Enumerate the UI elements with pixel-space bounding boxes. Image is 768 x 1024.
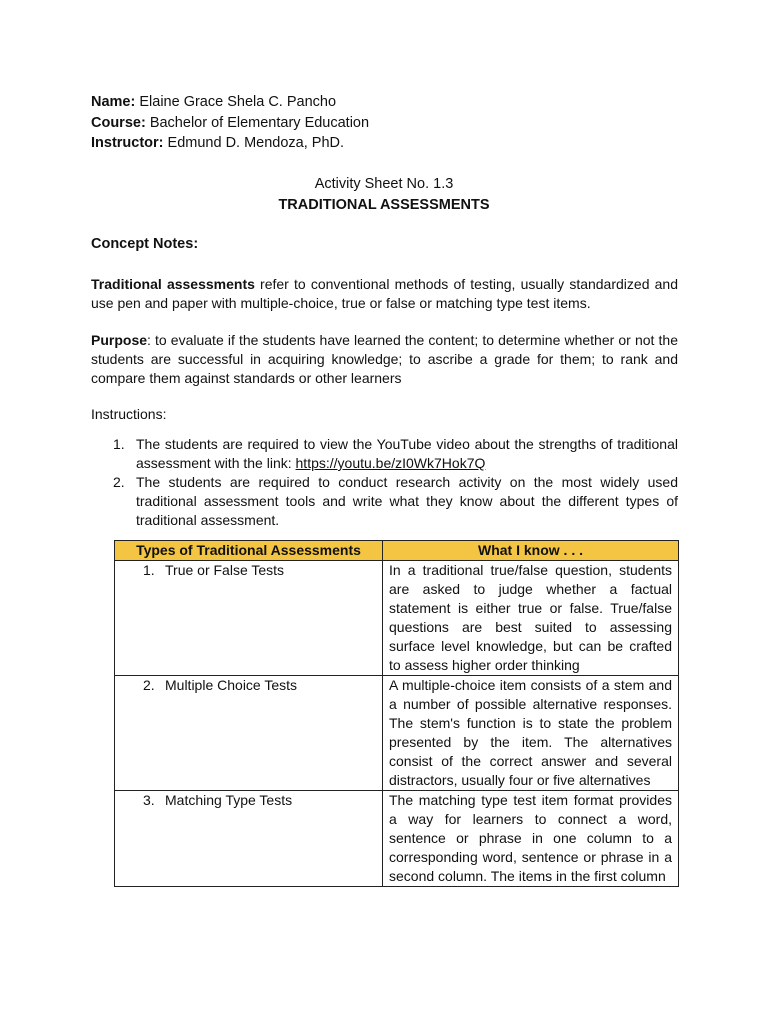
instruction-text: The students are required to view the YouTube video about the strengths of traditional assessment with the link:: [136, 436, 678, 471]
column-header-what-i-know: What I know . . .: [383, 541, 679, 561]
description-cell: In a traditional true/false question, students are asked to judge whether a factual statement is either true or false. True/false questions are best suited to assessing surface level knowledge, but can be crafted to assess higher order thinking: [383, 561, 679, 676]
name-value: Elaine Grace Shela C. Pancho: [135, 94, 337, 110]
row-number: 3.: [143, 792, 155, 808]
title-block: [0, 174, 768, 215]
row-number: 2.: [143, 677, 155, 693]
purpose-term: Purpose: [91, 332, 148, 348]
type-name: True or False Tests: [165, 562, 285, 578]
instruction-number: 1.: [113, 436, 125, 452]
instructions-label: Instructions:: [91, 406, 167, 422]
name-line: [91, 92, 369, 113]
youtube-link[interactable]: https://youtu.be/zI0Wk7Hok7Q: [295, 455, 486, 471]
course-value: Bachelor of Elementary Education: [145, 114, 370, 131]
assessment-table: [114, 540, 679, 887]
table-row: [115, 561, 679, 676]
traditional-term: Traditional assessments: [91, 276, 255, 292]
concept-notes-heading: Concept Notes:: [91, 236, 199, 252]
table-header-row: [115, 541, 679, 561]
table-row: [115, 791, 679, 887]
table-row: [115, 676, 679, 791]
type-cell: [115, 676, 383, 791]
instructions-list: [91, 435, 678, 530]
instruction-item: [91, 435, 678, 473]
activity-sheet-number: Activity Sheet No. 1.3: [314, 176, 454, 192]
name-label: Name:: [91, 94, 136, 110]
type-cell: [115, 791, 383, 887]
course-line: [91, 113, 369, 134]
description-cell: A multiple-choice item consists of a stem and a number of possible alternative responses. The stem's function is to state the problem presented by the item. The alternatives consist of the correct answer and several distractors, usually four or five alternatives: [383, 676, 679, 791]
instruction-text: The students are required to conduct research activity on the most widely used traditional assessment tools and write what they know about the different types of traditional assessment.: [136, 474, 678, 528]
instructor-label: Instructor:: [91, 135, 164, 151]
traditional-definition: [91, 275, 678, 313]
purpose-text: : to evaluate if the students have learned the content; to determine whether or not the students are successful in acquiring knowledge; to ascribe a grade for them; to rank and compare them against standards or other learners: [91, 332, 678, 386]
type-name: Multiple Choice Tests: [165, 677, 298, 693]
course-label: Course:: [91, 114, 146, 131]
type-cell: [115, 561, 383, 676]
purpose-paragraph: [91, 331, 678, 388]
row-number: 1.: [143, 562, 155, 578]
column-header-types: Types of Traditional Assessments: [115, 541, 383, 561]
instructor-line: [91, 133, 369, 154]
description-cell: The matching type test item format provides a way for learners to connect a word, sentence or phrase in one column to a corresponding word, sentence or phrase in a second column. The items in the first column: [383, 791, 679, 887]
instructor-value: Edmund D. Mendoza, PhD.: [163, 135, 345, 151]
instruction-item: [91, 473, 678, 530]
instruction-number: 2.: [113, 474, 125, 490]
page-title: TRADITIONAL ASSESSMENTS: [278, 196, 490, 213]
student-info: [91, 92, 369, 154]
traditional-text: refer to conventional methods of testing, usually standardized and use pen and paper with multiple-choice, true or false or matching type test items.: [91, 276, 678, 311]
type-name: Matching Type Tests: [165, 792, 293, 808]
